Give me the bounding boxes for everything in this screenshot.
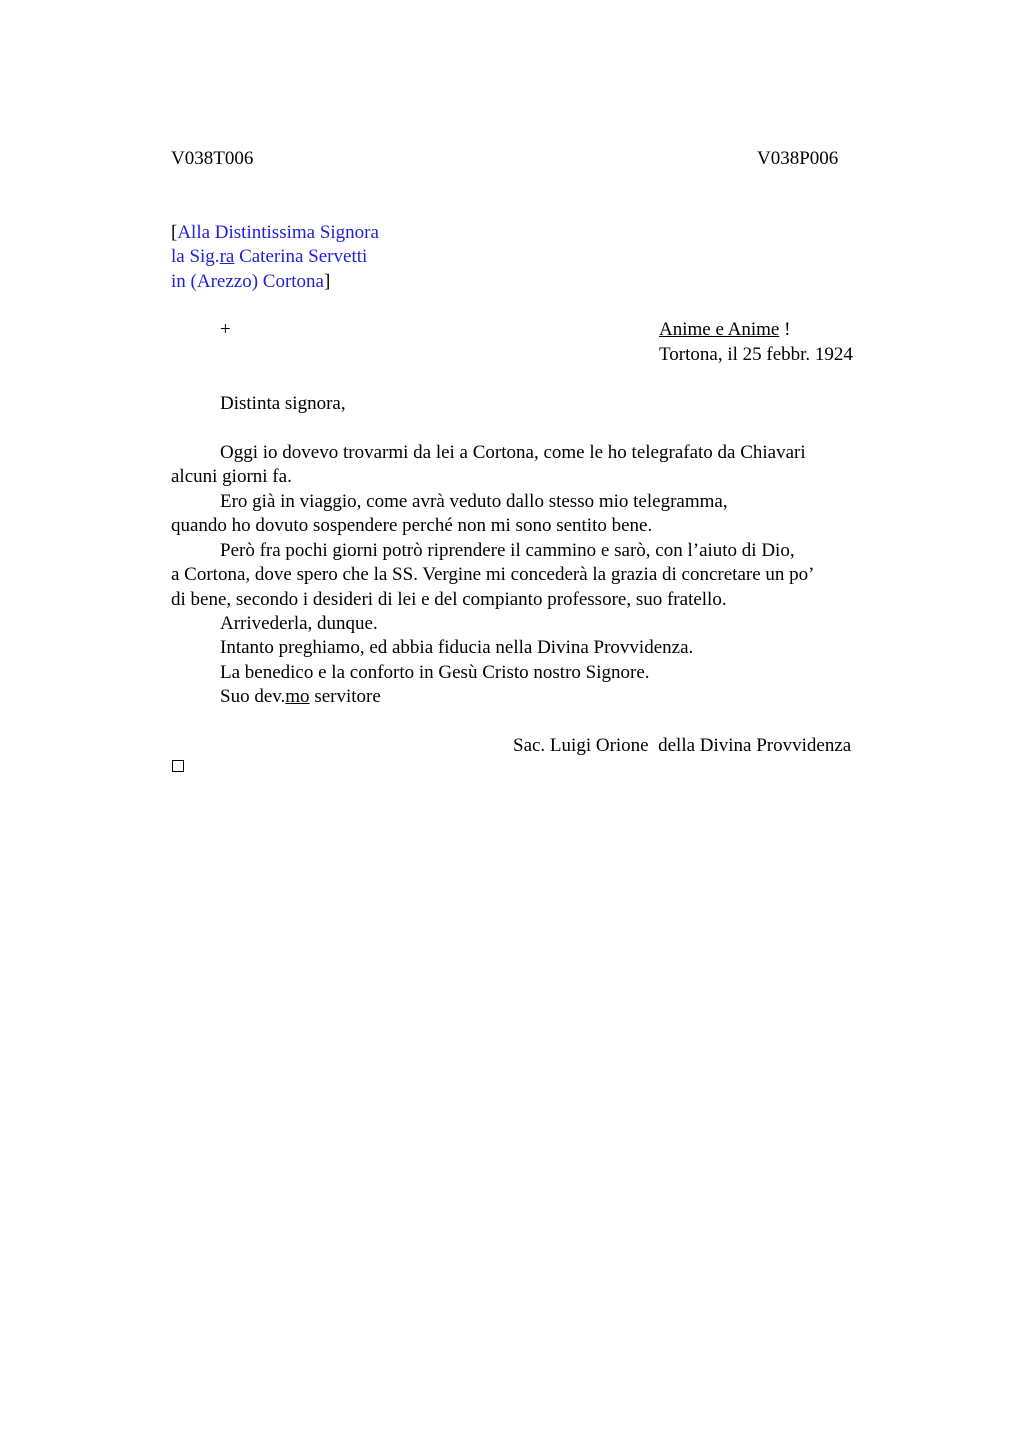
body-line: Oggi io dovevo trovarmi da lei a Cortona, come le ho telegrafato da Chiavari <box>220 442 806 463</box>
motto-text: Anime e Anime <box>659 319 780 340</box>
address-recipient-title: Alla Distintissima Signora <box>177 222 379 243</box>
address-close-bracket: ] <box>324 271 331 292</box>
body-line: Intanto preghiamo, ed abbia fiducia nella Divina Provvidenza. <box>220 637 694 658</box>
body-line: Però fra pochi giorni potrò riprendere il cammino e sarò, con l’aiuto di Dio, <box>220 540 795 561</box>
address-location: in (Arezzo) Cortona <box>171 271 324 292</box>
date-line: Tortona, il 25 febbr. 1924 <box>659 344 853 365</box>
body-line: La benedico e la conforto in Gesù Cristo nostro Signore. <box>220 662 650 683</box>
salutation: Distinta signora, <box>220 393 346 414</box>
address-recipient-name: Caterina Servetti <box>234 246 368 267</box>
motto <box>659 318 790 343</box>
body-line: quando ho dovuto sospendere perché non mi sono sentito bene. <box>171 515 653 536</box>
body-line: Arrivederla, dunque. <box>220 613 378 634</box>
closing-servitore: servitore <box>309 686 381 707</box>
address-open-bracket: [ <box>171 222 178 243</box>
body-line: a Cortona, dove spero che la SS. Vergine mi concederà la grazia di concretare un po’ <box>171 564 815 585</box>
closing-dev: Suo dev. <box>220 686 286 707</box>
cross-symbol: + <box>220 319 231 340</box>
document-code-left: V038T006 <box>171 148 254 169</box>
closing-line <box>220 685 381 710</box>
address-line-3 <box>171 270 330 295</box>
address-line-1 <box>171 221 379 246</box>
end-square-icon <box>172 760 184 772</box>
body-line: alcuni giorni fa. <box>171 466 292 487</box>
body-line: di bene, secondo i desideri di lei e del compianto professore, suo fratello. <box>171 589 727 610</box>
address-sig-superscript: ra <box>219 246 235 267</box>
motto-punctuation: ! <box>779 319 791 340</box>
address-line-2 <box>171 245 367 270</box>
closing-superscript: mo <box>285 686 310 707</box>
document-code-right: V038P006 <box>757 148 839 169</box>
body-line: Ero già in viaggio, come avrà veduto dallo stesso mio telegramma, <box>220 491 728 512</box>
signature: Sac. Luigi Orione della Divina Provvidenza <box>513 735 852 756</box>
address-sig: la Sig. <box>171 246 220 267</box>
